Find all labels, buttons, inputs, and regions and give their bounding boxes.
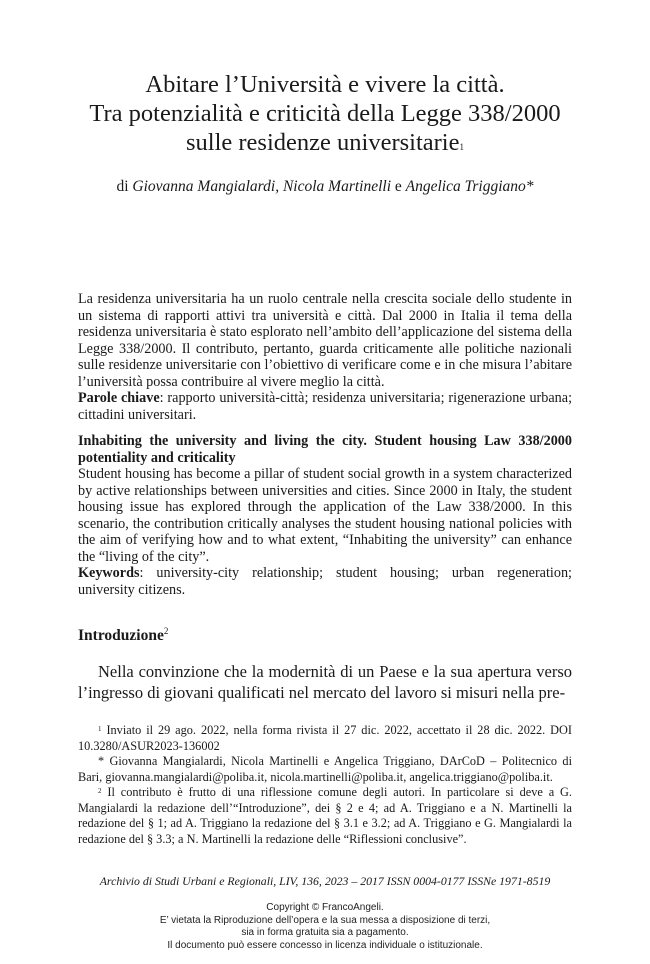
- copyright-line-4: Il documento può essere concesso in licenza individuale o istituzionale.: [167, 939, 483, 951]
- footnote-affiliation: * Giovanna Mangialardi, Nicola Martinelli e Angelica Triggiano, DArCoD – Politecnico di Bari, giovanna.mangialardi@poliba.it, nicola.martinelli@poliba.it, angelica.triggiano@poliba.it.: [78, 754, 572, 784]
- introduction-body: [78, 661, 572, 703]
- section-heading-introduction: Introduzione$^2$: [78, 626, 169, 644]
- footnotes: [78, 723, 572, 847]
- copyright-line-1: Copyright © FrancoAngeli.: [266, 902, 384, 913]
- authors-conj: e: [394, 178, 402, 195]
- keywords-it: [78, 390, 572, 423]
- abstract-english: [78, 433, 572, 598]
- keywords-en: [78, 565, 572, 598]
- copyright-line-3: sia in forma gratuita sia a pagamento.: [241, 927, 409, 938]
- journal-citation: Archivio di Studi Urbani e Regionali, LIV, 136, 2023 – 2017 ISSN 0004-0177 ISSNe 1971-8519: [99, 874, 551, 888]
- title-line-3: sulle residenze universitarie$^1$: [186, 129, 464, 156]
- abstract-it-text: La residenza universitaria ha un ruolo centrale nella crescita sociale dello studente in un sistema di rapporti attivi tra università e città. Dal 2000 in Italia il tema della residenza universitaria è stato esplorato nell’ambito dell’applicazione del sistema della Legge 338/2000. Il contributo, pertanto, guarda criticamente alle politiche nazionali sulle residenze universitarie con l’obiettivo di verificare come e in che misura l’abitare l’università possa contribuire al vivere meglio la città.: [78, 291, 572, 390]
- author-3: Angelica Triggiano*: [405, 178, 534, 195]
- title-line-2: Tra potenzialità e criticità della Legge 338/2000: [89, 100, 561, 127]
- introduction-paragraph: Nella convinzione che la modernità di un Paese e la sua apertura verso l’ingresso di giovani qualificati nel mercato del lavoro si misuri nella pre-: [78, 662, 572, 702]
- authors-prefix: di: [116, 178, 129, 195]
- keywords-en-list: : university-city relationship; student housing; urban regeneration; university citizens.: [78, 565, 572, 598]
- author-1: Giovanna Mangialardi,: [132, 178, 280, 195]
- footnote-2: $^2$ Il contributo è frutto di una riflessione comune degli autori. In particolare si deve a G. Mangialardi la redazione dell’“Introduzione”, dei § 2 e 4; ad A. Triggiano e a N. Martinelli la redazione del § 1; ad A. Triggiano la redazione del § 3.1 e 3.2; ad A. Triggiano e G. Mangialardi la redazione del § 3.3; a N. Martinelli la redazione delle “Riflessioni conclusive”.: [78, 785, 572, 846]
- keywords-en-label: Keywords: [78, 565, 140, 581]
- copyright-notice: [80, 902, 570, 952]
- keywords-it-list: : rapporto università-città; residenza universitaria; rigenerazione urbana; cittadini universitari.: [78, 390, 573, 423]
- author-2: Nicola Martinelli: [282, 178, 392, 195]
- abstract-italian: [78, 291, 572, 423]
- author-line: [60, 177, 590, 197]
- title-footnote-ref: 1: [459, 142, 464, 152]
- article-title: [60, 70, 590, 157]
- title-line-1: Abitare l’Università e vivere la città.: [145, 71, 505, 98]
- introduction-footnote-ref: 2: [163, 626, 169, 636]
- copyright-line-2: E’ vietata la Riproduzione dell’opera e la sua messa a disposizione di terzi,: [159, 914, 491, 926]
- abstract-en-text: Student housing has become a pillar of student social growth in a system characterized by active relationships between universities and cities. Since 2000 in Italy, the student housing issue has explored through the application of the Law 338/2000. In this scenario, the contribution critically analyses the student housing national policies with the aim of verifying how and to what extent, “Inhabiting the university” can enhance the “living of the city”.: [78, 466, 572, 565]
- footnote-1: $^1$ Inviato il 29 ago. 2022, nella forma rivista il 27 dic. 2022, accettato il 28 dic. 2022. DOI 10.3280/ASUR2023-136002: [78, 723, 572, 753]
- abstract-en-title: Inhabiting the university and living the city. Student housing Law 338/2000 potentiality and criticality: [78, 433, 572, 466]
- keywords-it-label: Parole chiave: [78, 390, 160, 406]
